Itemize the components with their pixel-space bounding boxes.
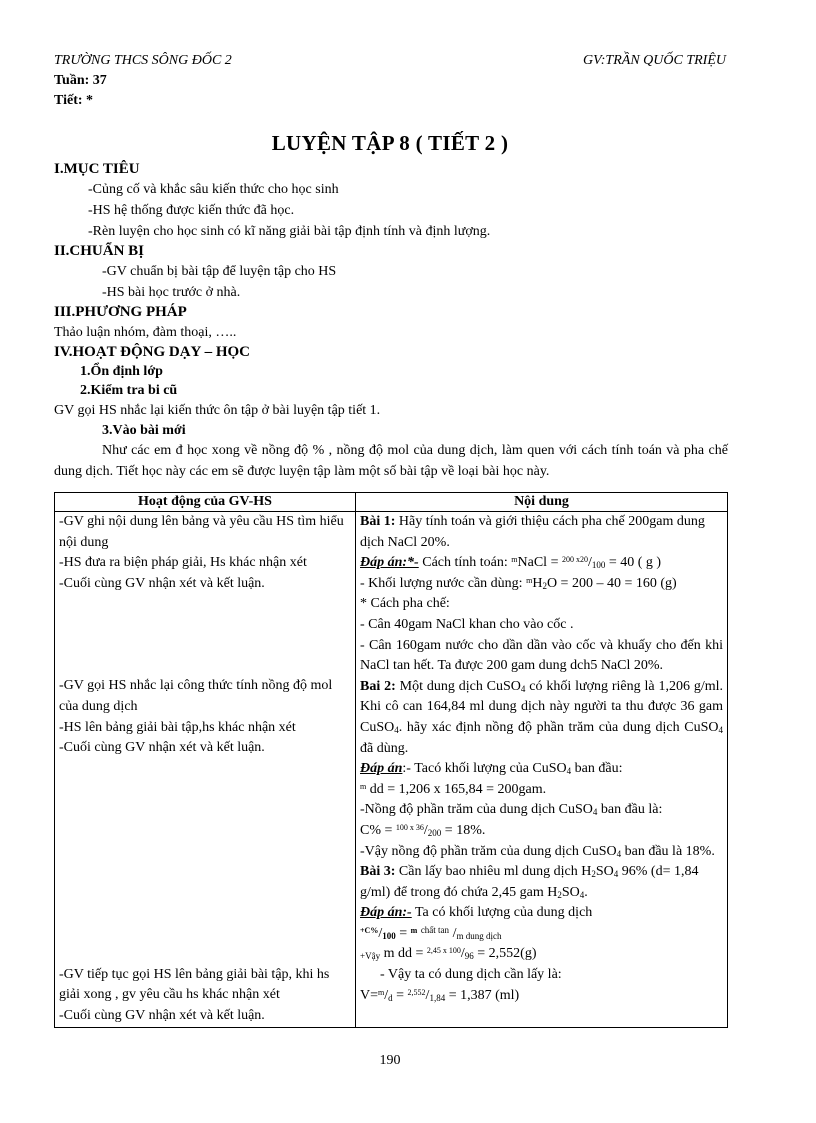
step-2-title: 2.Kiểm tra bi cũ xyxy=(80,383,178,398)
exercise-1-prep-step: - Cân 160gam nước cho dần dần vào cốc và khuấy cho đến khi NaCl tan hết. Ta được 200 gam dung dch5 NaCl 20%. xyxy=(360,637,723,674)
objective-item: -HS hệ thống được kiến thức đã học. xyxy=(88,203,295,218)
page-number: 190 xyxy=(379,1053,401,1068)
school-name: TRƯỜNG THCS SÔNG ĐỐC 2 xyxy=(54,53,232,68)
step-3-text: Như các em đ học xong về nồng độ % , nồng độ mol của dung dịch, làm quen với cách tính toán và pha chế dung dịch. Tiết học này các em sẽ được luyện tập làm một số bài tập về loại bài học này. xyxy=(54,443,728,479)
activity-line: -Cuối cùng GV nhận xét và kết luận. xyxy=(59,1007,265,1023)
section-preparation-title: II.CHUẨN BỊ xyxy=(54,243,145,259)
period-label: Tiết: * xyxy=(54,93,94,108)
teacher-student-activities xyxy=(55,512,356,1028)
table-header-row xyxy=(55,493,728,512)
exercise-2: Bai 2: Một dung dịch CuSO$_4$ có khối lượng riêng là 1,206 g/ml. Khi cô can 164,84 ml dung dịch này người ta thu được 36 gam CuSO$_4$. hãy xác định nồng độ phần trăm của dung dịch CuSO$_4$ đã dùng. xyxy=(360,678,724,756)
lesson-content xyxy=(356,512,728,1028)
exercise-2-eq1: $^m$ dd = 1,206 x 165,84 = 200gam. xyxy=(360,781,547,797)
exercise-2-line2: -Nồng độ phần trăm của dung dịch CuSO$_4$ ban đầu là: xyxy=(360,802,663,818)
exercise-3: Bài 3: Cần lấy bao nhiêu ml dung dịch $H_2SO_4$ 96% (d= 1,84 g/ml) để trong đó chứa 2,45 gam $H_2SO_4$. xyxy=(360,864,699,900)
method-text: Thảo luận nhóm, đàm thoại, ….. xyxy=(54,325,237,340)
exercise-1: Bài 1: Hãy tính toán và giới thiệu cách pha chế 200gam dung dịch NaCl 20%. xyxy=(360,514,705,550)
activity-line: -GV tiếp tục gọi HS lên bảng giải bài tập, khi hs giải xong , gv yêu cầu hs khác nhận xét xyxy=(59,966,330,1003)
page-title: LUYỆN TẬP 8 ( TIẾT 2 ) xyxy=(271,131,509,155)
activity-line: -GV ghi nội dung lên bảng và yêu cầu HS tìm hiểu nội dung xyxy=(59,514,344,550)
step-2-text: GV gọi HS nhắc lại kiến thức ôn tập ở bài luyện tập tiết 1. xyxy=(54,403,381,418)
exercise-3-line3: - Vậy ta có dung dịch cần lấy là: xyxy=(380,967,562,983)
section-activities-title: IV.HOẠT ĐỘNG DẠY – HỌC xyxy=(54,344,250,360)
exercise-3-volume: $V=^m/_d = ^{2,552}/_{1,84} = 1,387$ (ml) xyxy=(360,987,520,1003)
lesson-body xyxy=(54,160,728,482)
exercise-2-conclusion: -Vậy nồng độ phần trăm của dung dịch CuSO$_4$ ban đầu là 18%. xyxy=(360,843,715,859)
activity-line: -HS lên bảng giải bài tập,hs khác nhận xét xyxy=(59,719,296,735)
exercise-1-calc: Đáp án:*- Cách tính toán: $^m$NaCl = $^{200 x20}/_{100} = 40$ ( g ) xyxy=(360,555,662,571)
exercise-2-answer: Đáp án:- Tacó khối lượng của CuSO$_4$ ban đầu: xyxy=(360,761,623,777)
exercise-1-prep-title: * Cách pha chế: xyxy=(360,596,450,612)
table-row xyxy=(55,512,728,1028)
exercise-3-formula: $^{+C\%}/_{100} = ^m$ $^{chất tan}$ $/_{m dung dịch}$ xyxy=(360,924,502,941)
exercise-3-mass: $_{+Vậy}$ m dd = $^{2,45 x 100}/_{96} = 2,552(g)$ xyxy=(360,946,537,962)
section-objectives-title: I.MỤC TIÊU xyxy=(54,161,140,177)
week-label: Tuần: 37 xyxy=(54,73,107,88)
activity-line: -Cuối cùng GV nhận xét và kết luận. xyxy=(59,740,265,756)
exercise-1-prep-step: - Cân 40gam NaCl khan cho vào cốc . xyxy=(360,616,574,632)
teacher-name: GV:TRẦN QUỐC TRIỆU xyxy=(583,53,726,68)
header-content: Nội dung xyxy=(356,493,728,512)
activity-line: -Cuối cùng GV nhận xét và kết luận. xyxy=(59,575,265,591)
step-1-title: 1.Ổn định lớp xyxy=(80,364,163,379)
page-header xyxy=(54,52,726,72)
objective-item: -Củng cố và khắc sâu kiến thức cho học sinh xyxy=(88,182,339,197)
objective-item: -Rèn luyện cho học sinh có kĩ năng giải bài tập định tính và định lượng. xyxy=(88,224,491,239)
preparation-item: -GV chuẩn bị bài tập để luyện tập cho HS xyxy=(102,264,337,279)
activity-line: -HS đưa ra biện pháp giải, Hs khác nhận xét xyxy=(59,555,307,571)
step-3-title: 3.Vào bài mới xyxy=(102,423,186,438)
activities-table xyxy=(54,492,728,1028)
preparation-item: -HS bài học trước ở nhà. xyxy=(102,285,241,300)
activity-line: -GV gọi HS nhắc lại công thức tính nồng độ mol của dung dịch xyxy=(59,678,333,714)
exercise-1-water: - Khối lượng nước cần dùng: $^mH_2O = 200 - 40 = 160$ (g) xyxy=(360,575,677,591)
exercise-2-percent: $C\% = ^{100 x 36}/_{200} = 18\%$. xyxy=(360,822,486,838)
section-method-title: III.PHƯƠNG PHÁP xyxy=(54,304,187,320)
header-teacher-student: Hoạt động của GV-HS xyxy=(55,493,356,512)
exercise-3-answer: Đáp án:- Ta có khối lượng của dung dịch xyxy=(360,905,593,921)
